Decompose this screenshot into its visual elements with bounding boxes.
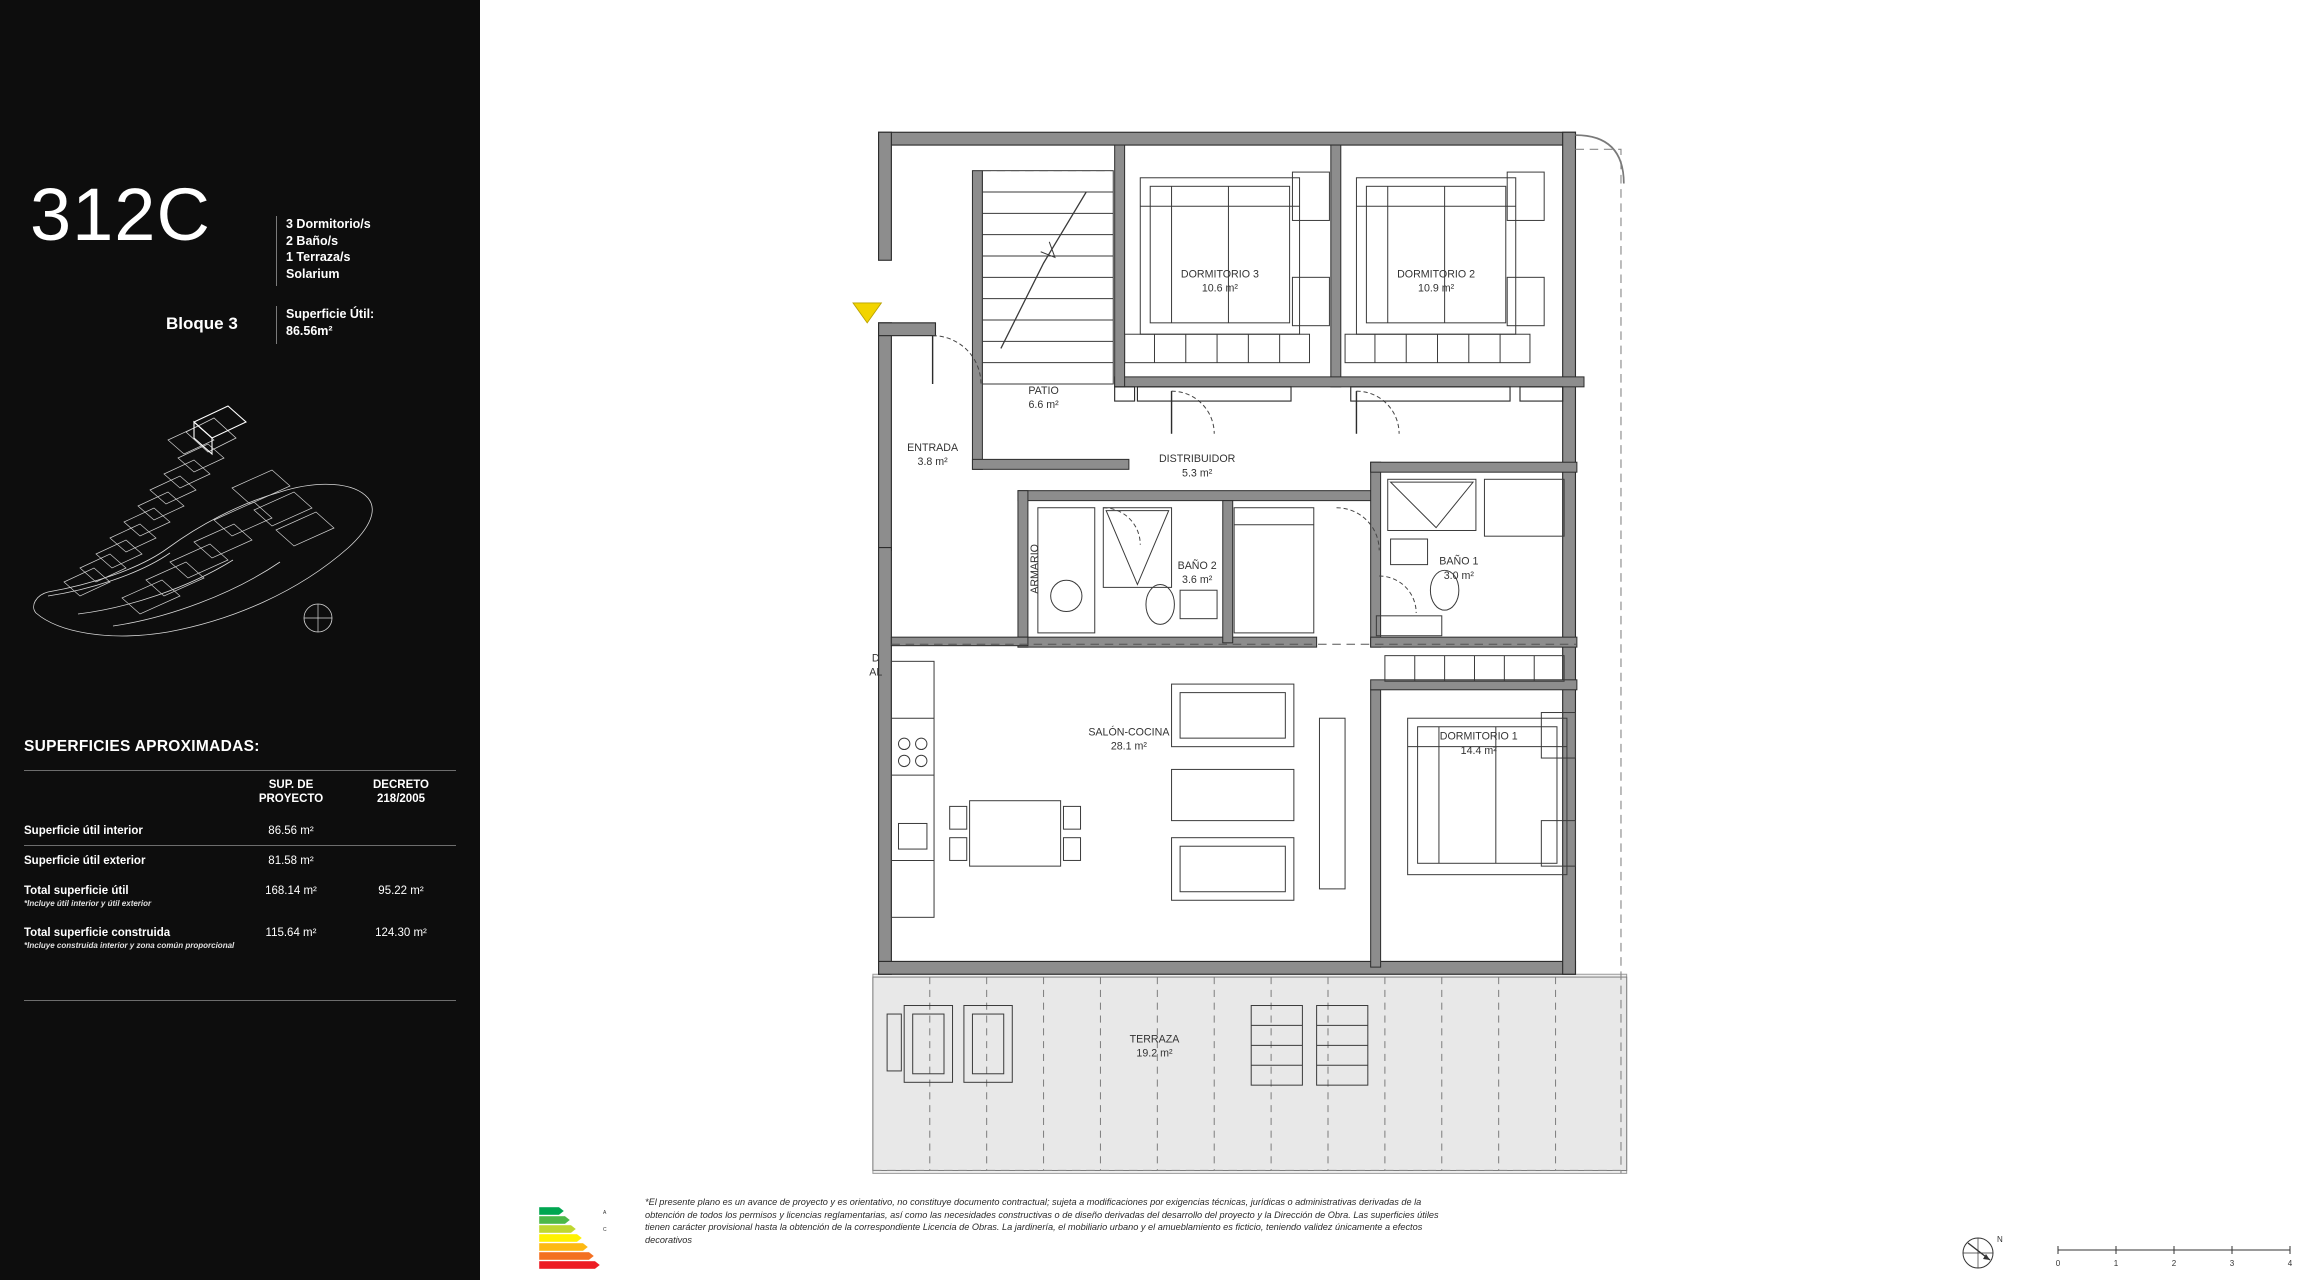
scale-tick-3: 3 bbox=[2229, 1259, 2235, 1268]
floorplan-area bbox=[480, 0, 2293, 1280]
useful-area-title: Superficie Útil: bbox=[286, 307, 375, 321]
areas-title: SUPERFICIES APROXIMADAS: bbox=[24, 738, 260, 755]
row-label: Total superficie útil *Incluye útil interior y útil exterior bbox=[24, 876, 236, 918]
room-area: 14.4 m² bbox=[1460, 744, 1497, 757]
row-proyecto: 81.58 m² bbox=[268, 855, 314, 867]
info-panel bbox=[0, 0, 480, 1280]
table-row bbox=[24, 918, 456, 960]
row-proyecto: 86.56 m² bbox=[268, 825, 314, 837]
table-header-decreto: DECRETO 218/2005 bbox=[372, 779, 430, 805]
table-row bbox=[24, 816, 456, 846]
edge-label: D bbox=[871, 652, 880, 665]
room-label: BAÑO 2 bbox=[1177, 559, 1217, 572]
room-label: BAÑO 1 bbox=[1439, 555, 1479, 568]
page-title: 312C bbox=[30, 173, 211, 256]
energy-grade-c: C bbox=[603, 1227, 607, 1233]
scale-tick-2: 2 bbox=[2171, 1259, 2177, 1268]
row-decreto bbox=[346, 846, 456, 876]
scale-tick-1: 1 bbox=[2113, 1259, 2119, 1268]
room-area: 28.1 m² bbox=[1110, 740, 1147, 753]
room-label: ENTRADA bbox=[907, 441, 959, 454]
row-decreto: 95.22 m² bbox=[378, 885, 424, 897]
spec-bathrooms: 2 Baño/s bbox=[286, 233, 339, 248]
row-proyecto: 115.64 m² bbox=[265, 927, 317, 939]
spec-list bbox=[286, 216, 371, 282]
row-label: Superficie útil interior bbox=[24, 825, 143, 837]
divider bbox=[276, 306, 277, 344]
table-row bbox=[24, 846, 456, 876]
table-header-blank bbox=[24, 778, 236, 816]
table-row bbox=[24, 876, 456, 918]
areas-table bbox=[24, 778, 456, 960]
row-label: Total superficie construida *Incluye construida interior y zona común proporcional bbox=[24, 927, 235, 950]
block-label: Bloque 3 bbox=[166, 314, 238, 333]
divider bbox=[24, 770, 456, 771]
useful-area-value: 86.56m² bbox=[286, 323, 333, 338]
row-label: Superficie útil exterior bbox=[24, 855, 146, 867]
energy-grade-a: A bbox=[603, 1210, 607, 1216]
table-header-proyecto: SUP. DE PROYECTO bbox=[258, 779, 324, 805]
north-compass-icon bbox=[1950, 1228, 2010, 1278]
room-area: 10.6 m² bbox=[1201, 282, 1238, 295]
spec-terraces: 1 Terraza/s bbox=[286, 250, 351, 264]
room-label: DORMITORIO 3 bbox=[1180, 268, 1259, 281]
room-area: 3.6 m² bbox=[1182, 574, 1213, 587]
site-plan-illustration bbox=[18, 370, 438, 670]
row-note: *Incluye útil interior y útil exterior bbox=[24, 899, 152, 908]
scale-tick-0: 0 bbox=[2055, 1259, 2061, 1268]
row-decreto: 124.30 m² bbox=[375, 927, 427, 939]
room-label: ARMARIO bbox=[1028, 544, 1041, 594]
room-label: TERRAZA bbox=[1129, 1033, 1180, 1046]
energy-rating-icon bbox=[533, 1205, 613, 1267]
table-header-row bbox=[24, 778, 456, 816]
north-letter: N bbox=[1997, 1235, 2003, 1244]
divider bbox=[276, 216, 277, 286]
room-label: DORMITORIO 1 bbox=[1439, 730, 1518, 743]
spec-bedrooms: 3 Dormitorio/s bbox=[286, 217, 371, 231]
row-proyecto: 168.14 m² bbox=[265, 885, 317, 897]
room-area: 5.3 m² bbox=[1182, 467, 1213, 480]
room-label: DISTRIBUIDOR bbox=[1158, 453, 1236, 466]
room-label: PATIO bbox=[1028, 384, 1059, 397]
room-area: 10.9 m² bbox=[1418, 282, 1455, 295]
room-area: 3.0 m² bbox=[1443, 569, 1474, 582]
divider bbox=[24, 1000, 456, 1001]
room-area: 19.2 m² bbox=[1136, 1047, 1173, 1060]
spec-solarium: Solarium bbox=[286, 266, 340, 281]
room-area: 6.6 m² bbox=[1028, 399, 1059, 412]
useful-area-block bbox=[286, 306, 374, 339]
edge-label: AL bbox=[869, 666, 883, 679]
scale-tick-4: 4 bbox=[2287, 1259, 2293, 1268]
row-note: *Incluye construida interior y zona común proporcional bbox=[24, 941, 235, 950]
room-label: DORMITORIO 2 bbox=[1397, 268, 1476, 281]
legal-note: *El presente plano es un avance de proyecto y es orientativo, no constituye documento contractual; sujeta a modificaciones por exigencias técnicas, jurídicas o administrativas derivadas de la obtención de todos los permisos y licencias reglamentarias, así como las necesidades constructivas o de diseño derivadas del desarrollo del proyecto y la Dirección de Obra. Las superficies útiles tienen carácter provisional hasta la obtención de la correspondiente Licencia de Obras. La jardinería, el mobiliario urbano y el amueblamiento es ficticio, teniendo validez únicamente a efectos decorativos bbox=[645, 1197, 1439, 1245]
floorplan-drawing bbox=[480, 0, 1920, 1280]
room-label: SALÓN-COCINA bbox=[1088, 726, 1170, 739]
room-area: 3.8 m² bbox=[917, 456, 948, 469]
scale-bar bbox=[2050, 1240, 2300, 1270]
row-decreto bbox=[346, 816, 456, 846]
